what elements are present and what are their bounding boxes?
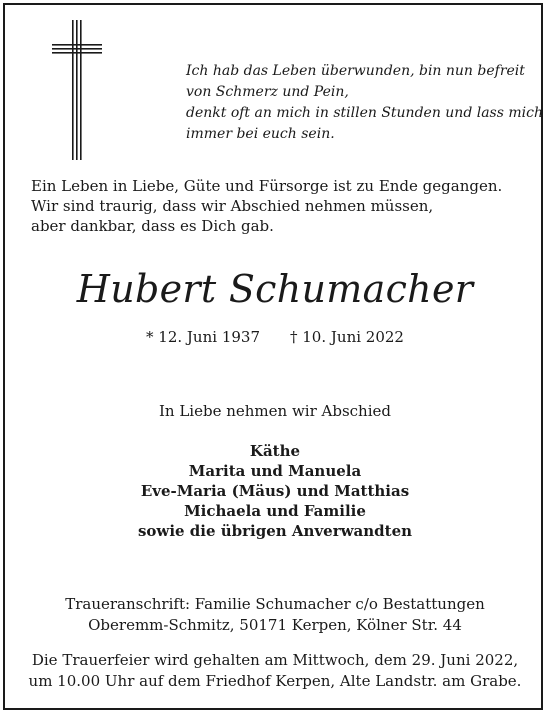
ceremony-info — [0, 650, 550, 692]
cross-icon — [52, 20, 102, 160]
deceased-name: Hubert Schumacher — [76, 267, 474, 311]
mourner-line: Michaela und Familie — [184, 502, 366, 520]
intro-text — [31, 176, 521, 236]
intro-line: aber dankbar, dass es Dich gab. — [31, 217, 274, 235]
life-dates — [0, 327, 550, 347]
poem — [186, 61, 543, 145]
mourner-line: Eve-Maria (Mäus) und Matthias — [140, 482, 410, 500]
farewell-line: In Liebe nehmen wir Abschied — [158, 402, 391, 420]
intro-line: Wir sind traurig, dass wir Abschied nehmen müssen, — [31, 197, 434, 215]
mourner-line: sowie die übrigen Anverwandten — [137, 522, 413, 540]
poem-line: denkt oft an mich in stillen Stunden und lass mich — [186, 105, 543, 121]
address-line: Oberemm-Schmitz, 50171 Kerpen, Kölner Str. 44 — [88, 616, 462, 634]
ceremony-line: Die Trauerfeier wird gehalten am Mittwoch, dem 29. Juni 2022, — [31, 651, 519, 669]
mourner-line: Marita und Manuela — [188, 462, 362, 480]
mourner-line: Käthe — [249, 442, 301, 460]
birth-date: * 12. Juni 1937 — [146, 328, 260, 346]
ceremony-line: um 10.00 Uhr auf dem Friedhof Kerpen, Alte Landstr. am Grabe. — [28, 672, 522, 690]
poem-line: immer bei euch sein. — [186, 126, 335, 142]
mourning-address — [0, 594, 550, 636]
intro-line: Ein Leben in Liebe, Güte und Fürsorge ist zu Ende gegangen. — [31, 177, 503, 195]
poem-line: Ich hab das Leben überwunden, bin nun befreit — [186, 63, 525, 79]
poem-line: von Schmerz und Pein, — [186, 84, 349, 100]
mourners-list — [0, 441, 550, 541]
address-line: Traueranschrift: Familie Schumacher c/o Bestattungen — [65, 595, 485, 613]
death-date: † 10. Juni 2022 — [290, 328, 404, 346]
